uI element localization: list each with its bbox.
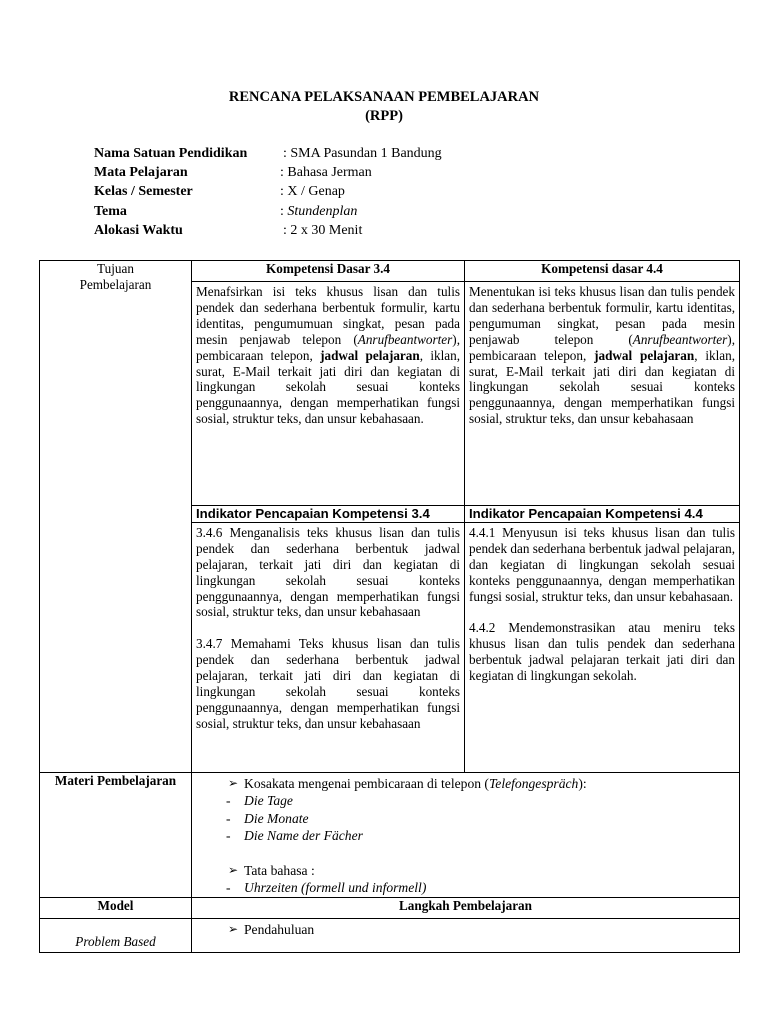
document-subtitle: (RPP) [365,108,403,124]
meta-value-italic: Stundenplan [287,204,358,219]
spacer [469,604,735,620]
kd44-text [465,282,740,506]
meta-key: Tema [94,204,127,219]
kd44-header: Kompetensi dasar 4.4 [465,261,740,282]
materi-label: Materi Pembelajaran [40,772,192,897]
list-item-text: Die Name der Fächer [244,828,363,844]
meta-key: Kelas / Semester [94,184,193,199]
document-title: RENCANA PELAKSANAAN PEMBELAJARAN [228,89,540,105]
meta-value: : SMA Pasundan 1 Bandung [283,146,442,161]
meta-value: : 2 x 30 Menit [283,223,363,238]
kosakata-prefix: Kosakata mengenai pembicaraan di telepon ( [244,775,489,791]
list-item-text: Die Tage [244,793,293,809]
pendahuluan-label: Pendahuluan [244,921,315,937]
materi-content [192,772,740,897]
model-value: Problem Based [40,918,192,952]
tujuan-pembelajaran-cell [40,261,192,773]
ind34-header: Indikator Pencapaian Kompetensi 3.4 [192,506,465,523]
bullet-arrow-icon: ➢ [228,775,239,790]
meta-value [280,204,357,220]
tata-bahasa-label: Tata bahasa : [244,862,315,878]
ind44-header: Indikator Pencapaian Kompetensi 4.4 [465,506,740,523]
langkah-content [192,918,740,952]
indicator-347: 3.4.7 Memahami Teks khusus lisan dan tulis pendek dan sederhana berbentuk jadwal pelajaran, terkait jati diri dan kegiatan di lingkungan sekolah sesuai konteks penggunaannya, dengan memperhatikan fungsi sosial, struktur teks, dan unsur kebahasaan [196,636,460,731]
indicator-346: 3.4.6 Menganalisis teks khusus lisan dan tulis pendek dan sederhana berbentuk jadwal pelajaran, terkait jati diri dan kegiatan di lingkungan sekolah sesuai konteks penggunaannya, dengan memperhatikan fungsi sosial, struktur teks, dan unsur kebahasaan [196,524,460,620]
meta-value-prefix: : [280,204,288,219]
indicator-441: 4.4.1 Menyusun isi teks khusus lisan dan tulis pendek dan sederhana berbentuk jadwal pelajaran, dan kegiatan di lingkungan sekolah sesuai konteks penggunaannya, dengan memperhatikan fungsi sosial, struktur teks, dan unsur kebahasaan. [469,524,735,604]
pembelajaran-label: Pembelajaran [79,276,152,292]
materi-bullet-kosakata [196,775,735,793]
kd34-bold: jadwal pelajaran [320,347,420,363]
rpp-table [39,260,740,953]
meta-key: Mata Pelajaran [94,165,188,180]
kd34-header: Kompetensi Dasar 3.4 [192,261,465,282]
kosakata-suffix: ): [578,775,587,791]
materi-bullet-tata-bahasa [196,862,735,880]
kd34-p1: Menafsirkan isi teks khusus lisan dan tulis pendek dan sederhana berbentuk formulir, kartu identitas, pengumumuan singkat, pesan pada mesin penjawab telepon ( [196,284,460,347]
kd44-bold: jadwal pelajaran [594,347,695,363]
meta-key: Alokasi Waktu [94,223,183,238]
kd34-p3: , iklan, surat, E-Mail terkait jati diri dan kegiatan di lingkungan sekolah sesuai konteks penggunaannya, dengan memperhatikan fungsi sosial, struktur teks, dan unsur kebahasaan. [196,347,460,427]
dash-marker: - [226,828,231,844]
kd34-text [192,282,465,506]
ind44-cell [465,522,740,772]
spacer [196,845,735,862]
meta-value: : Bahasa Jerman [280,165,372,180]
tujuan-label: Tujuan [97,261,134,276]
kd44-italic: Anrufbeantworter [632,331,728,347]
dash-marker: - [226,810,231,826]
bullet-arrow-icon: ➢ [228,862,239,877]
list-item [196,810,735,828]
spacer [196,620,460,636]
kd34-p2: ), pembicaraan telepon, [196,331,460,363]
dash-marker: - [226,880,231,896]
meta-key: Nama Satuan Pendidikan [94,146,248,161]
dash-marker: - [226,793,231,809]
kd44-p3: , iklan, surat, E-Mail terkait jati diri dan kegiatan di lingkungan sekolah sesuai konteks penggunaannya, dengan memperhatikan fungsi sosial, struktur teks, dan unsur kebahasaan [469,347,735,427]
model-header: Model [40,897,192,918]
kd44-p2: ), pembicaraan telepon, [469,331,735,363]
ind34-cell [192,522,465,772]
bullet-arrow-icon: ➢ [228,921,239,936]
kosakata-italic: Telefongespräch [488,775,579,791]
meta-value: : X / Genap [280,184,345,199]
indicator-442: 4.4.2 Mendemonstrasikan atau meniru teks khusus lisan dan tulis pendek dan sederhana berbentuk jadwal pelajaran terkait jati diri dan kegiatan di lingkungan sekolah. [469,620,735,684]
list-item-text: Die Monate [244,810,309,826]
list-item [196,879,735,897]
list-item [196,792,735,810]
kd34-italic: Anrufbeantworter [357,331,453,347]
list-item-text: Uhrzeiten (formell und informell) [244,880,427,896]
kd44-p1: Menentukan isi teks khusus lisan dan tulis pendek dan sederhana berbentuk formulir, kartu identitas, pengumuman singkat, pesan pada mesin penjawab telepon ( [469,284,735,347]
list-item [196,827,735,845]
langkah-header: Langkah Pembelajaran [192,897,740,918]
pendahuluan-bullet [196,921,735,939]
